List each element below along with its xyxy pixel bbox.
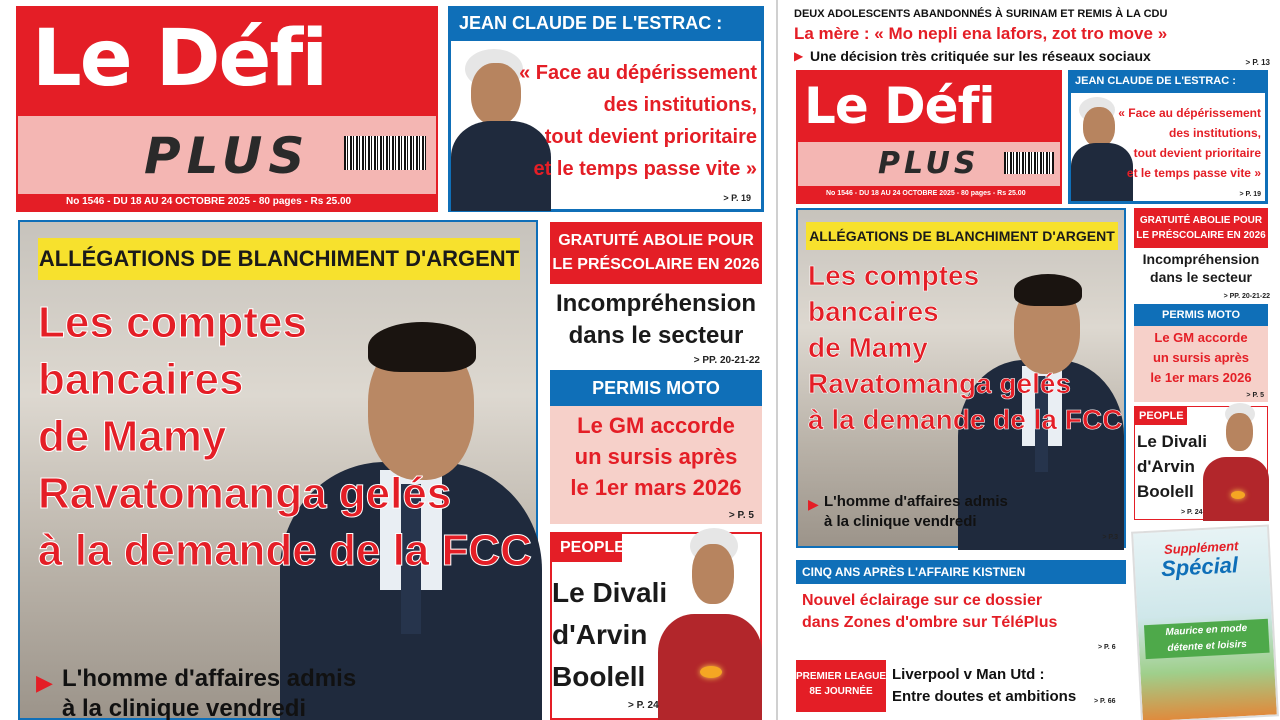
- small-side1-text-l1: Incompréhension: [1142, 251, 1260, 267]
- league-text-l1: Liverpool v Man Utd :: [892, 666, 1045, 683]
- supplement-special: Spécial: [1160, 552, 1239, 582]
- small-side2-page-ref: > P. 5: [1246, 392, 1264, 399]
- small-people-kurta: [1203, 457, 1269, 521]
- supplement-tag-l2: détente et loisirs: [1167, 638, 1248, 654]
- main-story: [18, 220, 538, 720]
- kistnen-page-ref: > P. 6: [1098, 644, 1116, 651]
- sub-arrow-icon: ▶: [36, 670, 53, 695]
- supplement-cover: [1131, 525, 1279, 720]
- small-side1-label: [1134, 208, 1268, 248]
- logo-plus: PLUS: [144, 127, 311, 185]
- small-people-text-l3: Boolell: [1137, 482, 1194, 501]
- jc-page-ref: > P. 19: [723, 193, 751, 203]
- small-side2-text: [1134, 328, 1268, 388]
- small-people-text-l1: Le Divali: [1137, 432, 1207, 451]
- logo-le-defi-small: Le Défi: [804, 77, 995, 135]
- league-text-l2: Entre doutes et ambitions: [892, 688, 1077, 705]
- people-page-ref: > P. 24: [628, 700, 659, 711]
- side1-text: [550, 288, 762, 352]
- main-subhead-l1: L'homme d'affaires admis: [62, 665, 357, 692]
- jc-quote-small: [1111, 103, 1261, 183]
- side2-label: PERMIS MOTO: [550, 370, 762, 406]
- people-text-l1: Le Divali: [552, 577, 668, 608]
- side1-label: [550, 222, 762, 284]
- side2-text-l1: Le GM accorde: [577, 413, 735, 438]
- kistnen-label: CINQ ANS APRÈS L'AFFAIRE KISTNEN: [796, 560, 1126, 584]
- logo-plus-small: PLUS: [878, 146, 980, 181]
- top-page-ref: > P. 13: [1245, 58, 1270, 67]
- jc-page-ref-small: > P. 19: [1239, 191, 1261, 198]
- league-label-l2: 8E JOURNÉE: [809, 686, 873, 697]
- people-box: [550, 532, 762, 720]
- small-side2-text-l1: Le GM accorde: [1154, 330, 1248, 345]
- small-side1-label-l2: LE PRÉSCOLAIRE EN 2026: [1136, 230, 1266, 241]
- side1-page-ref: > PP. 20-21-22: [693, 355, 760, 366]
- masthead-small: [796, 70, 1062, 204]
- jc-quote-l3: tout devient prioritaire: [544, 126, 757, 148]
- league-label: [796, 660, 886, 712]
- small-subhead: [824, 492, 1008, 532]
- diya-icon: [700, 666, 722, 678]
- main-story-label: ALLÉGATIONS DE BLANCHIMENT D'ARGENT: [38, 238, 520, 280]
- small-story-label: ALLÉGATIONS DE BLANCHIMENT D'ARGENT: [806, 222, 1118, 250]
- main-subhead-l2: à la clinique vendredi: [62, 695, 307, 720]
- small-headline: [808, 258, 1122, 438]
- league-text: [892, 664, 1076, 708]
- supplement-word: Supplément: [1163, 538, 1239, 558]
- side1-text-l2: dans le secteur: [568, 322, 744, 349]
- issue-line: No 1546 - DU 18 AU 24 OCTOBRE 2025 - 80 pages - Rs 25.00: [66, 196, 352, 207]
- small-sub-arrow-icon: ▶: [808, 496, 819, 512]
- small-people-face: [1226, 413, 1253, 451]
- jc-quote-small-l2: des institutions,: [1168, 126, 1261, 140]
- side2-text-l2: un sursis après: [574, 444, 738, 469]
- jc-quote-small-l1: « Face au dépérissement: [1118, 106, 1261, 120]
- small-diya-icon: [1231, 491, 1245, 499]
- side2-text-l3: le 1er mars 2026: [570, 475, 742, 500]
- small-side1-text: [1134, 250, 1268, 286]
- small-main-page-ref: > P.3: [1102, 534, 1118, 541]
- jc-quote-l1: « Face au dépérissement: [519, 62, 757, 84]
- league-label-l1: PREMIER LEAGUE: [796, 671, 887, 682]
- issue-line-small: No 1546 - DU 18 AU 24 OCTOBRE 2025 - 80 pages - Rs 25.00: [826, 190, 1026, 197]
- small-side2-label: PERMIS MOTO: [1134, 304, 1268, 326]
- main-headline-l2: bancaires: [38, 355, 244, 404]
- top-arrow-icon: ▶: [794, 49, 804, 63]
- main-headline: [38, 294, 532, 579]
- jc-title: JEAN CLAUDE DE L'ESTRAC :: [459, 13, 723, 33]
- small-headline-l5: à la demande de la FCC: [808, 404, 1123, 435]
- small-people-text: [1137, 429, 1207, 504]
- small-side1-text-l2: dans le secteur: [1150, 269, 1252, 285]
- small-subhead-l1: L'homme d'affaires admis: [824, 493, 1008, 510]
- small-side1-label-l1: GRATUITÉ ABOLIE POUR: [1139, 215, 1263, 226]
- side1-label-l1: GRATUITÉ ABOLIE POUR: [558, 232, 754, 249]
- people-text-l3: Boolell: [552, 661, 646, 692]
- kistnen-text-l2: dans Zones d'ombre sur TéléPlus: [802, 614, 1058, 631]
- jc-estrac-box-small: [1068, 70, 1268, 204]
- small-people-text-l2: d'Arvin: [1137, 457, 1195, 476]
- top-line1: DEUX ADOLESCENTS ABANDONNÉS À SURINAM ET REMIS À LA CDU: [794, 8, 1168, 20]
- supplement-tag-l1: Maurice en mode: [1165, 622, 1248, 639]
- main-headline-l5: à la demande de la FCC: [38, 526, 532, 575]
- jc-quote-small-l4: et le temps passe vite »: [1126, 166, 1261, 180]
- full-cover: [784, 0, 1280, 720]
- jc-quote-l2: des institutions,: [603, 94, 757, 116]
- jc-estrac-box: [448, 6, 764, 212]
- main-headline-l1: Les comptes: [38, 298, 307, 347]
- top-line3: Une décision très critiquée sur les réseaux sociaux: [810, 48, 1151, 64]
- small-side2-text-l2: un sursis après: [1152, 350, 1250, 365]
- side2-box: [550, 406, 762, 524]
- cover-divider: [776, 0, 778, 720]
- side1-text-l1: Incompréhension: [555, 290, 757, 317]
- masthead: [16, 6, 438, 212]
- barcode-small: [1004, 152, 1054, 174]
- small-headline-l2: bancaires: [808, 296, 939, 327]
- logo-le-defi: Le Défi: [32, 14, 327, 104]
- supplement-tag: [1144, 619, 1270, 659]
- people-text: [552, 572, 667, 698]
- jc-inner-small: [1071, 93, 1265, 201]
- small-subhead-l2: à la clinique vendredi: [824, 513, 977, 530]
- small-headline-l3: de Mamy: [808, 332, 928, 363]
- top-line2: La mère : « Mo nepli ena lafors, zot tro move »: [794, 24, 1168, 43]
- small-side1-page-ref: > PP. 20-21-22: [1223, 293, 1270, 300]
- main-story-small: [796, 208, 1126, 548]
- league-page-ref: > P. 66: [1094, 698, 1116, 705]
- people-text-l2: d'Arvin: [552, 619, 648, 650]
- small-side2-box: [1134, 326, 1268, 402]
- small-side2-text-l3: le 1er mars 2026: [1150, 370, 1252, 385]
- small-people-box: [1134, 406, 1268, 520]
- jc-quote-l4: et le temps passe vite »: [533, 158, 757, 180]
- jc-quote-small-l3: tout devient prioritaire: [1133, 146, 1261, 160]
- small-people-label: PEOPLE: [1135, 407, 1187, 425]
- side2-page-ref: > P. 5: [728, 510, 754, 521]
- side2-text: [550, 410, 762, 503]
- jc-inner: [451, 41, 761, 209]
- small-headline-l4: Ravatomanga gelés: [808, 368, 1071, 399]
- small-people-page-ref: > P. 24: [1181, 509, 1203, 516]
- jc-title-small: JEAN CLAUDE DE L'ESTRAC :: [1075, 75, 1236, 87]
- people-label: PEOPLE: [552, 534, 622, 562]
- barcode: [344, 136, 426, 170]
- main-headline-l4: Ravatomanga gelés: [38, 469, 452, 518]
- people-face: [692, 544, 734, 604]
- main-subhead: [62, 664, 356, 720]
- kistnen-text: [796, 590, 1126, 634]
- side1-label-l2: LE PRÉSCOLAIRE EN 2026: [552, 256, 760, 273]
- kistnen-text-l1: Nouvel éclairage sur ce dossier: [802, 592, 1043, 609]
- jc-quote: [511, 57, 757, 185]
- small-headline-l1: Les comptes: [808, 260, 980, 291]
- main-headline-l3: de Mamy: [38, 412, 227, 461]
